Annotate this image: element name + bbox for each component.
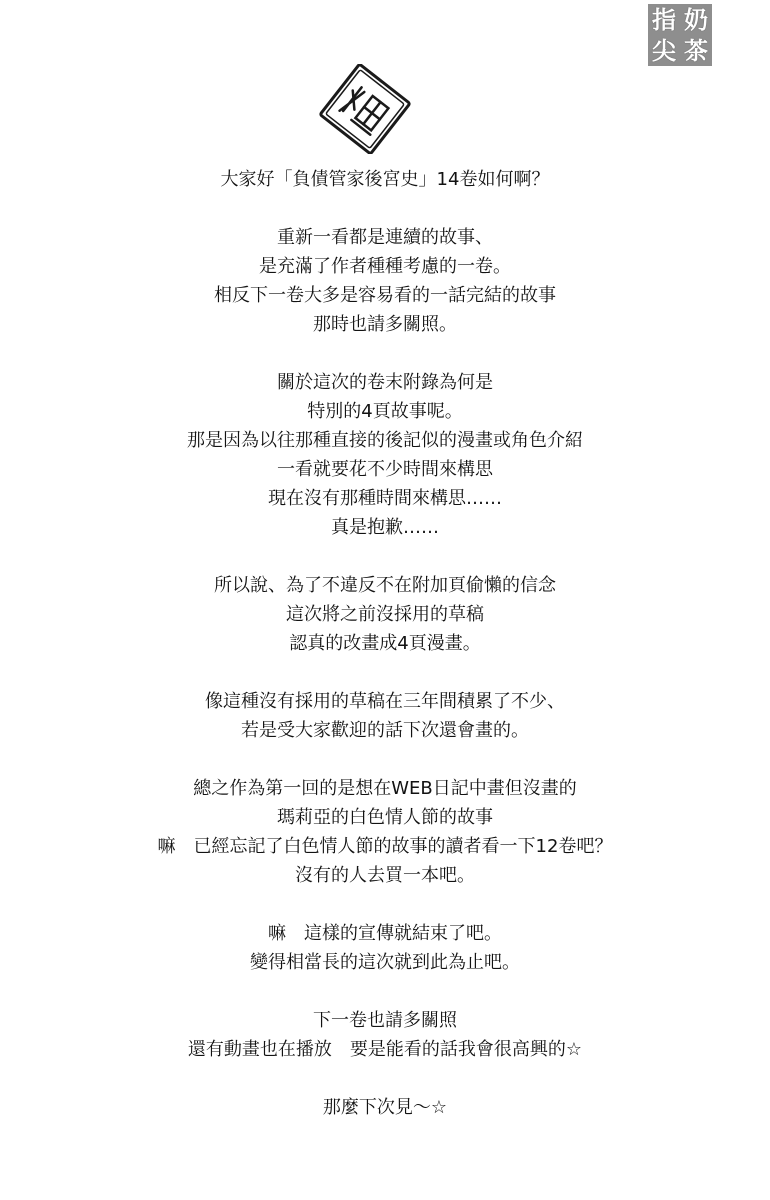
paragraph (0, 919, 770, 977)
text-line: 重新一看都是連續的故事、 (277, 227, 493, 248)
text-line: 是充滿了作者種種考慮的一卷。 (259, 256, 511, 277)
text-line: 一看就要花不少時間來構思 (277, 459, 493, 480)
text-line: 還有動畫也在播放 要是能看的話我會很高興的☆ (187, 1039, 583, 1060)
text-line: 那麼下次見～☆ (322, 1097, 448, 1118)
author-seal-stamp (313, 64, 417, 154)
text-line: 真是抱歉…… (331, 517, 439, 538)
text-line: 下一卷也請多關照 (313, 1010, 457, 1031)
text-line: 嘛 已經忘記了白色情人節的故事的讀者看一下12卷吧？ (157, 836, 613, 857)
paragraph (0, 165, 770, 194)
text-line: 認真的改畫成4頁漫畫。 (289, 633, 481, 654)
paragraph (0, 687, 770, 745)
watermark-logo (648, 4, 712, 66)
paragraph (0, 1006, 770, 1064)
text-line: 若是受大家歡迎的話下次還會畫的。 (241, 720, 529, 741)
text-line: 嘛 這樣的宣傳就結束了吧。 (268, 923, 502, 944)
text-line: 變得相當長的這次就到此為止吧。 (250, 952, 520, 973)
paragraph (0, 368, 770, 542)
text-line: 像這種沒有採用的草稿在三年間積累了不少、 (205, 691, 565, 712)
text-line: 特別的4頁故事呢。 (307, 401, 463, 422)
watermark-char: 尖 (652, 36, 676, 65)
watermark-char: 奶 (684, 5, 708, 34)
text-line: 那時也請多關照。 (313, 314, 457, 335)
text-line: 現在沒有那種時間來構思…… (268, 488, 502, 509)
text-line: 這次將之前沒採用的草稿 (286, 604, 484, 625)
text-line: 瑪莉亞的白色情人節的故事 (277, 807, 493, 828)
paragraph (0, 223, 770, 339)
watermark-char: 茶 (684, 36, 708, 65)
text-line: 總之作為第一回的是想在WEB日記中畫但沒畫的 (193, 778, 577, 799)
afterword-text (0, 165, 770, 1151)
text-line: 相反下一卷大多是容易看的一話完結的故事 (214, 285, 556, 306)
paragraph (0, 1093, 770, 1122)
text-line: 那是因為以往那種直接的後記似的漫畫或角色介紹 (187, 430, 583, 451)
text-line: 所以說、為了不違反不在附加頁偷懶的信念 (214, 575, 556, 596)
text-line: 大家好「負債管家後宮史」14卷如何啊？ (220, 169, 550, 190)
text-line: 沒有的人去買一本吧。 (295, 865, 475, 886)
watermark-char: 指 (652, 5, 676, 34)
text-line: 關於這次的卷末附錄為何是 (277, 372, 493, 393)
paragraph (0, 571, 770, 658)
paragraph (0, 774, 770, 890)
